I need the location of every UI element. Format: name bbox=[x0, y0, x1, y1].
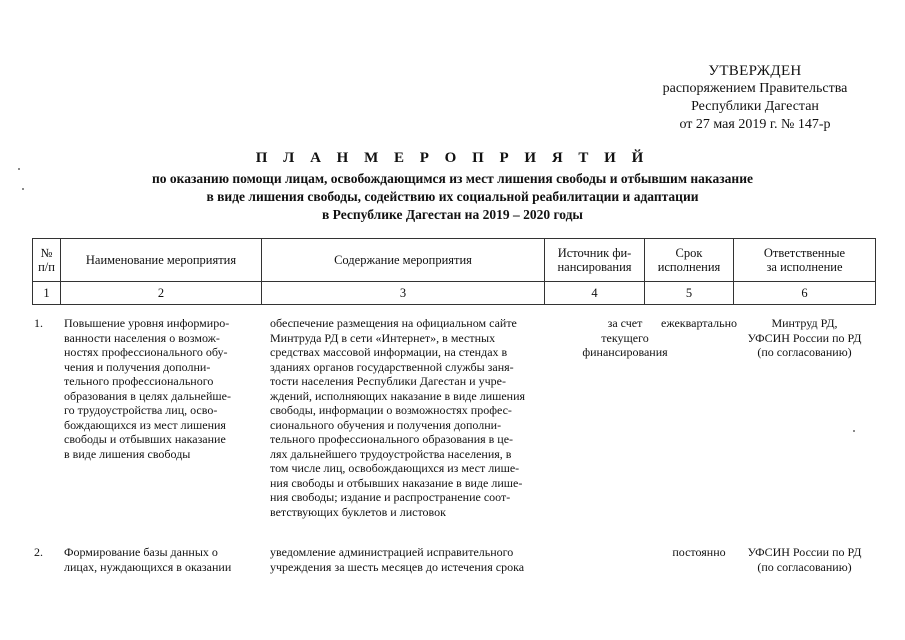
column-number: 3 bbox=[262, 282, 545, 305]
scan-speck bbox=[22, 188, 24, 190]
plan-subtitle-line: по оказанию помощи лицам, освобождающимся из мест лишения свободы и отбывшим наказание bbox=[151, 171, 753, 186]
activity-content: обеспечение размещения на официальном сайте Минтруда РД в сети «Интернет», в местных средствах массовой информации, на стендах в зданиях органов государственной службы заня- тости населения Республики Дагестан и учре- ждений, исполняющих наказание в виде лишения свободы, информации о возможностях профес- сионального обучения и получения дополни- тельного профессионального образования в це- лях дальнейшего трудоустройства населения, в том числе лиц, освобождающихся из мест лише- ния свободы и отбывших наказание в виде лише- ния свободы; издание и распространение соот- ветствующих буклетов и листовок bbox=[270, 316, 526, 519]
approval-line-2: Республики Дагестан bbox=[691, 99, 819, 114]
column-number: 4 bbox=[545, 282, 645, 305]
column-number: 1 bbox=[33, 282, 61, 305]
header-cell-responsible: Ответственные за исполнение bbox=[734, 239, 876, 282]
column-number: 2 bbox=[61, 282, 262, 305]
approval-block bbox=[640, 62, 870, 134]
plan-subtitle-line: в Республике Дагестан на 2019 – 2020 годы bbox=[322, 207, 583, 222]
table-header bbox=[32, 238, 876, 305]
activity-name: Повышение уровня информиро- ванности населения о возмож- ностях профессионального обу- чения и получения дополни- тельного профессионального образования в целях дальнейше- го трудоустройства лиц, осво- бождающихся из мест лишения свободы и отбывших наказание в виде лишения свободы bbox=[64, 316, 231, 461]
header-cell-content: Содержание мероприятия bbox=[262, 239, 545, 282]
header-cell-num: № п/п bbox=[33, 239, 61, 282]
execution-term: ежеквартально bbox=[661, 316, 737, 330]
plan-subtitle-line: в виде лишения свободы, содействию их социальной реабилитации и адаптации bbox=[206, 189, 699, 204]
header-cell-source: Источник фи- нансирования bbox=[545, 239, 645, 282]
column-number: 6 bbox=[734, 282, 876, 305]
row-number: 1. bbox=[34, 316, 43, 330]
header-row bbox=[33, 239, 876, 282]
approval-title: УТВЕРЖДЕН bbox=[708, 63, 802, 79]
plan-subtitle bbox=[80, 170, 825, 224]
approval-line-3: от 27 мая 2019 г. № 147-р bbox=[679, 117, 831, 132]
responsible: Минтруд РД, УФСИН России по РД (по согласованию) bbox=[747, 316, 862, 359]
activity-content: уведомление администрацией исправительного учреждения за шесть месяцев до истечения срока bbox=[270, 545, 525, 574]
responsible: УФСИН России по РД (по согласованию) bbox=[747, 545, 862, 574]
scan-speck bbox=[853, 430, 855, 432]
scan-speck bbox=[18, 168, 20, 170]
approval-line-1: распоряжением Правительства bbox=[662, 81, 848, 96]
execution-term: постоянно bbox=[672, 545, 726, 559]
activity-name: Формирование базы данных о лицах, нуждающихся в оказании bbox=[64, 545, 232, 574]
header-cell-term: Срок исполнения bbox=[645, 239, 734, 282]
column-number-row bbox=[33, 282, 876, 305]
funding-source: за счет текущего финансирования bbox=[582, 316, 668, 359]
plan-title: П Л А Н М Е Р О П Р И Я Т И Й bbox=[255, 150, 650, 166]
header-cell-name: Наименование мероприятия bbox=[61, 239, 262, 282]
column-number: 5 bbox=[645, 282, 734, 305]
row-number: 2. bbox=[34, 545, 43, 559]
